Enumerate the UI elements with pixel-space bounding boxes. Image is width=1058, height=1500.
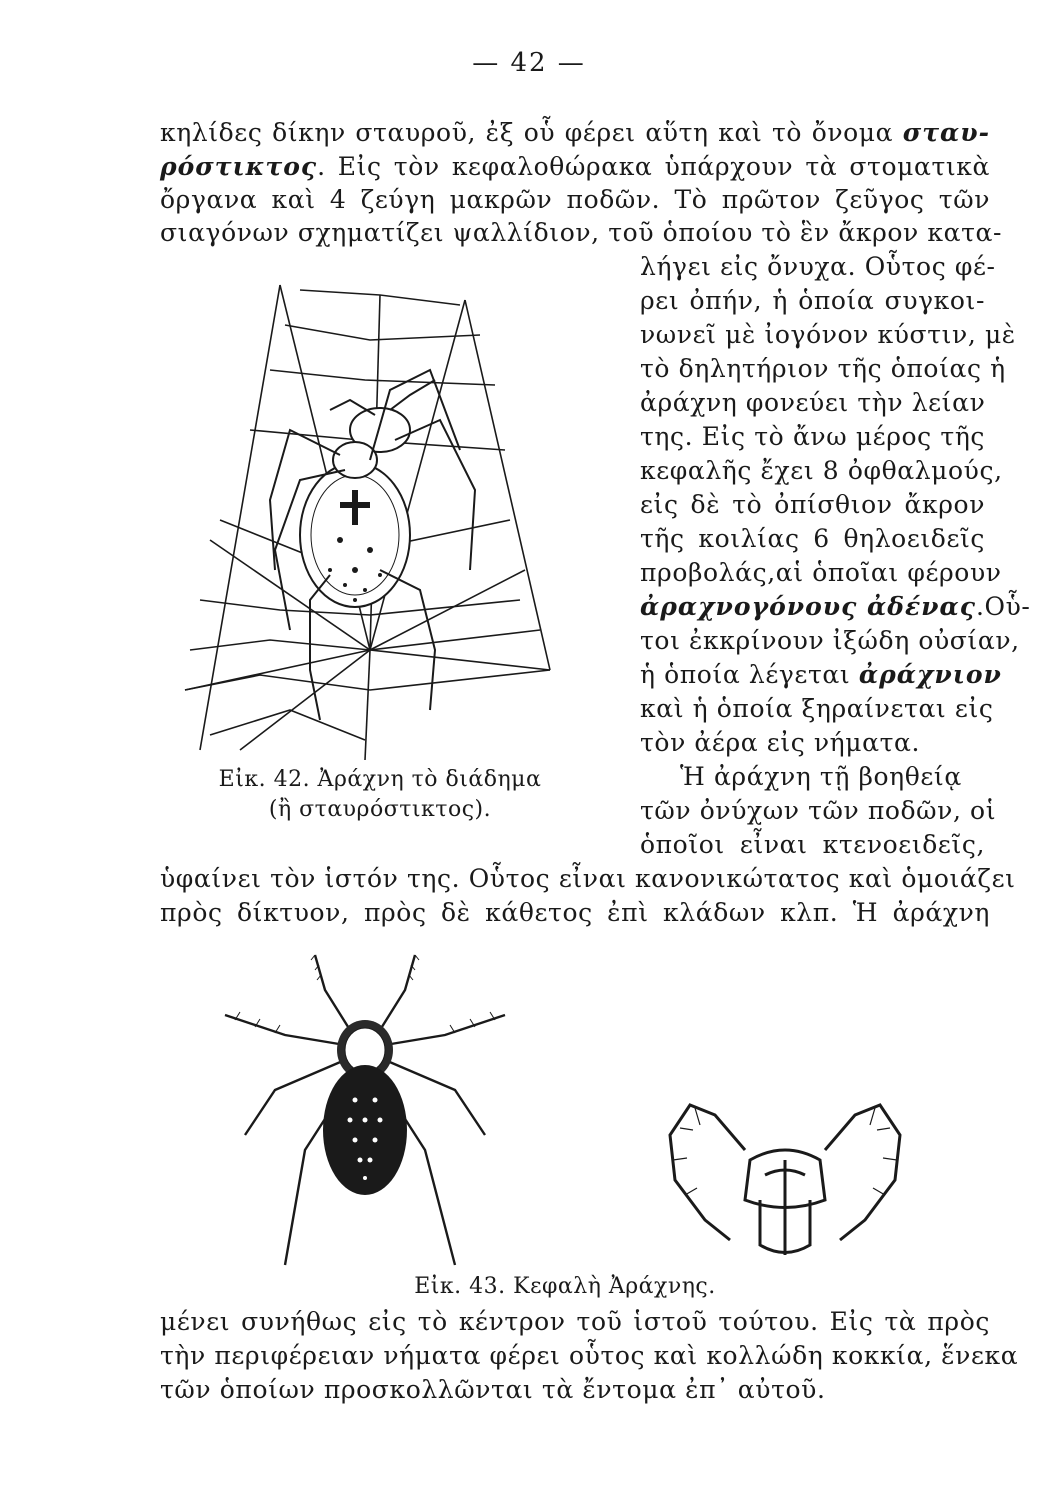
paragraph-2-line-2: πρὸς δίκτυον, πρὸς δὲ κάθετος ἐπὶ κλάδων κλπ. Ἡ ἀράχνη [160, 898, 990, 927]
figure-42-caption-line-2: (ἢ σταυρόστικτος). [268, 797, 492, 822]
right-column-line-2: ρει ὀπήν, ἡ ὁποία συγκοι- [640, 286, 985, 315]
figure-43-caption: Εἰκ. 43. Κεφαλὴ Ἀράχνης. [414, 1274, 716, 1299]
paragraph-1-line-1 [160, 116, 990, 150]
figure-42-caption-line-1: Εἰκ. 42. Ἀράχνη τὸ διάδημα [218, 767, 542, 792]
text-span: .Οὗ- [975, 592, 1031, 621]
paragraph-1-line-2 [160, 150, 990, 184]
text-span: κηλίδες δίκην σταυροῦ, ἐξ οὗ φέρει αὕτη καὶ τὸ ὄνομα [160, 118, 894, 147]
right-column-line-5: ἀράχνη φονεύει τὴν λείαν [640, 388, 986, 417]
paragraph-1-line-4: σιαγόνων σχηματίζει ψαλλίδιον, τοῦ ὁποίου τὸ ἓν ἄκρον κατα- [160, 218, 1003, 247]
right-column-line-1: λήγει εἰς ὄνυχα. Οὗτος φέ- [640, 252, 996, 281]
figure-43-spider-head-illustration [665, 1080, 905, 1280]
paragraph-3-line-2: τὴν περιφέρειαν νήματα φέρει οὗτος καὶ κολλώδη κοκκία, ἕνεκα [160, 1341, 1019, 1370]
right-column-line-16: Ἡ ἀράχνη τῇ βοηθείᾳ [680, 762, 962, 791]
right-column-line-13 [640, 658, 1002, 692]
bold-term-arachnion: ἀράχνιον [858, 660, 1002, 689]
paragraph-2-line-1: ὑφαίνει τὸν ἱστόν της. Οὗτος εἶναι κανονικώτατος καὶ ὁμοιάζει [160, 864, 1016, 893]
text-span: . Εἰς τὸν κεφαλοθώρακα ὑπάρχουν τὰ στοματικὰ [317, 152, 990, 181]
figure-43-spider-illustration [215, 950, 515, 1280]
paragraph-1-line-3: ὄργανα καὶ 4 ζεύγη μακρῶν ποδῶν. Τὸ πρῶτον ζεῦγος τῶν [160, 185, 990, 214]
bold-term-arachnogonous: ἀραχνογόνους ἀδένας [640, 592, 976, 621]
right-column-line-15: τὸν ἀέρα εἰς νήματα. [640, 728, 921, 757]
right-column-line-4: τὸ δηλητήριον τῆς ὁποίας ἡ [640, 354, 1006, 383]
right-column-line-6: της. Εἰς τὸ ἄνω μέρος τῆς [640, 422, 985, 451]
figure-42-spider-web-illustration [180, 270, 580, 770]
text-span: ἡ ὁποία λέγεται [640, 660, 859, 689]
right-column-line-10: προβολάς,αἱ ὁποῖαι φέρουν [640, 558, 1002, 587]
bold-term-staurostiktos-end: ρόστικτος [160, 152, 318, 181]
right-column-line-3: νωνεῖ μὲ ἰογόνον κύστιν, μὲ [640, 320, 1016, 349]
right-column-line-11 [640, 590, 1031, 624]
right-column-line-7: κεφαλῆς ἔχει 8 ὀφθαλμούς, [640, 456, 1003, 485]
bold-term-staurostiktos-start: σταυ- [902, 118, 990, 147]
paragraph-3-line-3: τῶν ὁποίων προσκολλῶνται τὰ ἔντομα ἐπ᾿ αὐτοῦ. [160, 1375, 826, 1404]
right-column-line-14: καὶ ἡ ὁποία ξηραίνεται εἰς [640, 694, 994, 723]
right-column-line-12: τοι ἐκκρίνουν ἰξώδη οὐσίαν, [640, 626, 1020, 655]
right-column-line-17: τῶν ὀνύχων τῶν ποδῶν, οἱ [640, 796, 997, 825]
right-column-line-8: εἰς δὲ τὸ ὀπίσθιον ἄκρον [640, 490, 985, 519]
right-column-line-9: τῆς κοιλίας 6 θηλοειδεῖς [640, 524, 985, 553]
paragraph-3-line-1: μένει συνήθως εἰς τὸ κέντρον τοῦ ἱστοῦ τούτου. Εἰς τὰ πρὸς [160, 1307, 990, 1336]
page-number: — 42 — [472, 48, 586, 78]
right-column-line-18: ὁποῖοι εἶναι κτενοειδεῖς, [640, 830, 985, 859]
